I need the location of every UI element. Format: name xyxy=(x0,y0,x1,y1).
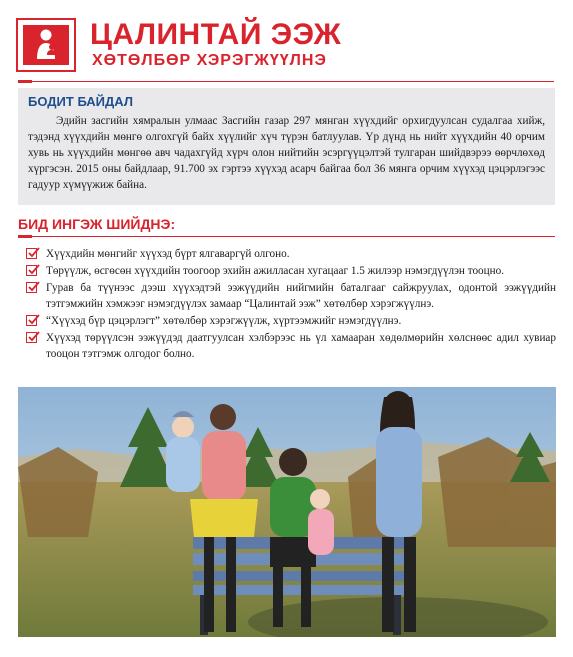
page-title: ЦАЛИНТАЙ ЭЭЖ xyxy=(90,18,342,51)
list-item-text: Гурав ба түүнээс дээш хүүхэдтэй ээжүүдийн нийгмийн баталгааг сайжруулах, одонтой ээжүүдийн тэтгэмжийн хэмжээг нэмэгдүүлэх замаар “Цалинтай ээж” хөтөлбөр хэрэгжүүлнэ. xyxy=(46,282,556,310)
header-divider xyxy=(18,81,554,82)
page-subtitle: ХӨТӨЛБӨР ХЭРЭГЖҮҮЛНЭ xyxy=(92,52,327,69)
mother-with-child-icon xyxy=(23,25,69,65)
checkbox-checked-icon xyxy=(26,332,37,343)
list-item xyxy=(26,246,556,262)
checkbox-checked-icon xyxy=(26,315,37,326)
list-item xyxy=(26,330,556,362)
list-item-text: “Хүүхэд бүр цэцэрлэгт” хөтөлбөр хэрэгжүүлж, хүртээмжийг нэмэгдүүлнэ. xyxy=(46,315,402,327)
checkbox-checked-icon xyxy=(26,265,37,276)
list-item-text: Хүүхдийн мөнгийг хүүхэд бүрт ялгаваргүй олгоно. xyxy=(46,248,290,260)
plan-heading: БИД ИНГЭЖ ШИЙДНЭ: xyxy=(18,216,176,232)
list-item xyxy=(26,263,556,279)
fact-paragraph: Эдийн засгийн хямралын улмаас Засгийн газар 297 мянган хүүхдийг орхигдуулсан судалгаа хийж, тэдэнд хүүхдийн мөнгө олгохгүй байх хүүлийг хүч түрэн батлуулав. Үр дүнд нь нийт хүүхдийн 40 орчим хувь нь хүүхдийн мөнгөө авч чадахгүйд хүрч олон нийтийн эсэргүүцэлтэй тулгаран шийдвэрээ өөрчлөхөд хүргэсэн. 2015 оны байдлаар, 91.700 эх гэртээ хүүхэд асарч байгаа бол 36 мянга орчим хүүхэд цэцэрлэгээс гадуур хүмүүжиж байна. xyxy=(28,115,545,191)
list-item-text: Хүүхэд төрүүлсэн ээжүүдэд даатгуулсан хэлбэрээс нь үл хамааран хөдөлмөрийн хөлснөөс адил хувиар тооцон тэтгэмж олгодог болно. xyxy=(46,332,556,360)
plan-divider xyxy=(18,236,555,237)
logo xyxy=(16,18,76,72)
fact-heading: БОДИТ БАЙДАЛ xyxy=(28,94,133,109)
list-item xyxy=(26,280,556,312)
page-header xyxy=(0,0,573,80)
header-divider-accent xyxy=(18,80,32,83)
fact-section xyxy=(18,88,555,205)
checkbox-checked-icon xyxy=(26,248,37,259)
plan-list xyxy=(26,246,556,363)
list-item xyxy=(26,313,556,329)
mothers-with-children-on-bench-photo xyxy=(18,387,556,637)
checkbox-checked-icon xyxy=(26,282,37,293)
plan-divider-accent xyxy=(18,235,32,238)
list-item-text: Төрүүлж, өсгөсөн хүүхдийн тоогоор эхийн ажилласан хугацааг 1.5 жилээр нэмэгдүүлэн тооцно. xyxy=(46,265,504,277)
